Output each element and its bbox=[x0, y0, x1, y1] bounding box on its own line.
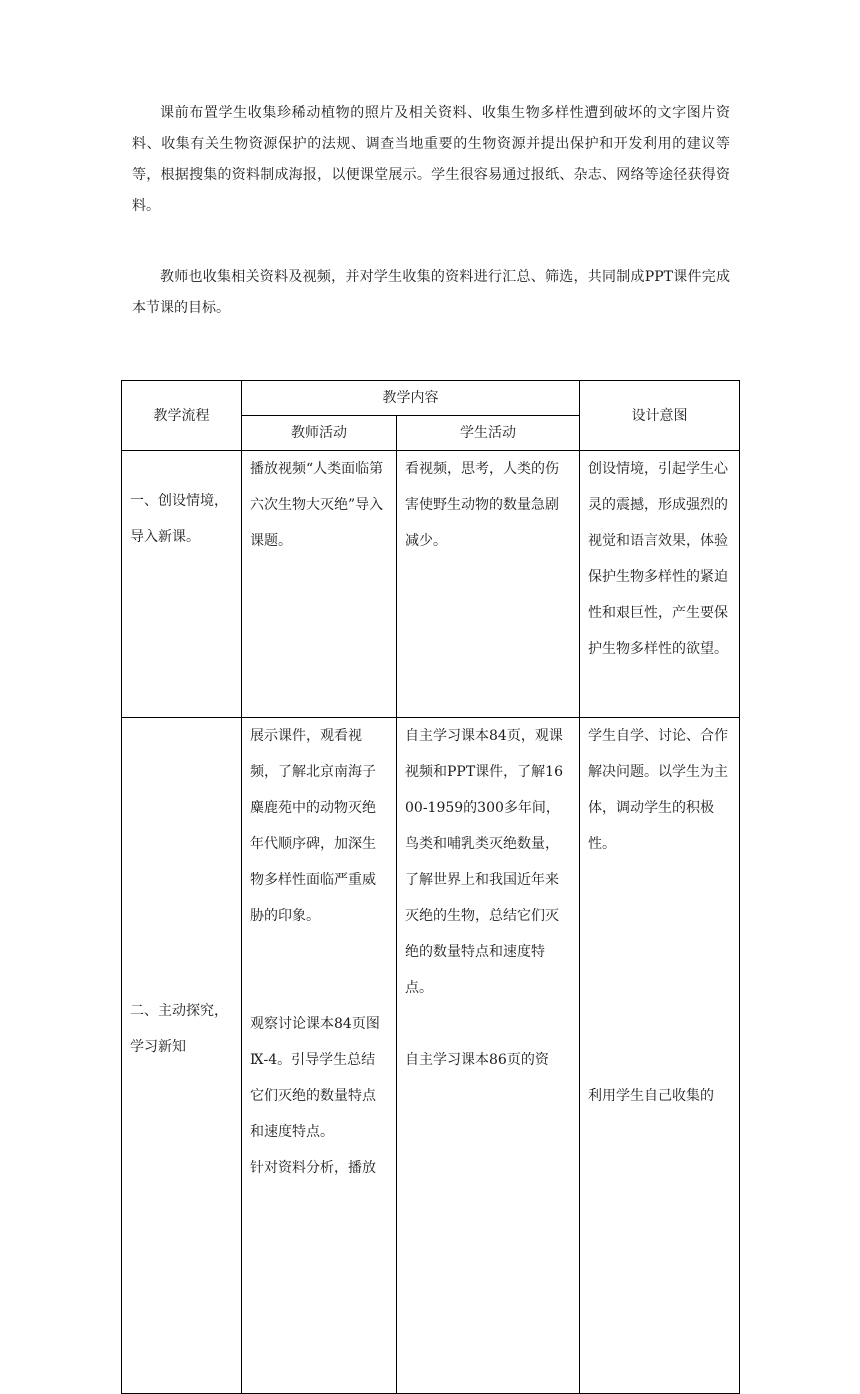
row2-student-part2: 自主学习课本86页的资 bbox=[405, 1052, 549, 1068]
header-intent: 设计意图 bbox=[580, 381, 740, 451]
row2-intent-part2: 利用学生自己收集的 bbox=[588, 1088, 714, 1104]
table-row bbox=[122, 451, 740, 718]
row2-student-part1: 自主学习课本84页，观课视频和PPT课件，了解1600-1959的300多年间，鸟类和哺乳类灭绝数量，了解世界上和我国近年来灭绝的生物，总结它们灭绝的数量特点和速度特点。 bbox=[405, 728, 563, 996]
table-row bbox=[122, 718, 740, 1394]
intro-paragraph-1: 课前布置学生收集珍稀动植物的照片及相关资料、收集生物多样性遭到破坏的文字图片资料、收集有关生物资源保护的法规、调查当地重要的生物资源并提出保护和开发利用的建议等等，根据搜集的资料制成海报，以便课堂展示。学生很容易通过报纸、杂志、网络等途径获得资料。 bbox=[132, 105, 730, 214]
row1-student: 看视频，思考，人类的伤害使野生动物的数量急剧减少。 bbox=[397, 451, 580, 718]
row2-teacher-part1: 展示课件，观看视频，了解北京南海子麋鹿苑中的动物灭绝年代顺序碑，加深生物多样性面临严重威胁的印象。 bbox=[250, 728, 376, 924]
row2-teacher-part2: 观察讨论课本84页图Ⅸ-4。引导学生总结它们灭绝的数量特点和速度特点。 bbox=[250, 1016, 380, 1140]
row2-teacher bbox=[242, 718, 397, 1394]
row2-student bbox=[397, 718, 580, 1394]
lesson-plan-table bbox=[121, 380, 740, 1394]
row1-flow: 一、创设情境，导入新课。 bbox=[122, 451, 242, 718]
row2-teacher-part3: 针对资料分析，播放 bbox=[250, 1160, 376, 1176]
header-teacher: 教师活动 bbox=[242, 416, 397, 451]
header-flow: 教学流程 bbox=[122, 381, 242, 451]
intro-paragraph-2: 教师也收集相关资料及视频，并对学生收集的资料进行汇总、筛选，共同制成PPT课件完成本节课的目标。 bbox=[132, 269, 730, 316]
row2-intent bbox=[580, 718, 740, 1394]
row2-flow: 二、主动探究，学习新知 bbox=[122, 718, 242, 1394]
header-student: 学生活动 bbox=[397, 416, 580, 451]
row1-teacher: 播放视频“人类面临第六次生物大灭绝”导入课题。 bbox=[242, 451, 397, 718]
row2-intent-part1: 学生自学、讨论、合作解决问题。以学生为主体，调动学生的积极性。 bbox=[588, 728, 728, 852]
table-header-row bbox=[122, 381, 740, 416]
header-content: 教学内容 bbox=[242, 381, 580, 416]
row1-intent: 创设情境，引起学生心灵的震撼，形成强烈的视觉和语言效果，体验保护生物多样性的紧迫性和艰巨性，产生要保护生物多样性的欲望。 bbox=[580, 451, 740, 718]
